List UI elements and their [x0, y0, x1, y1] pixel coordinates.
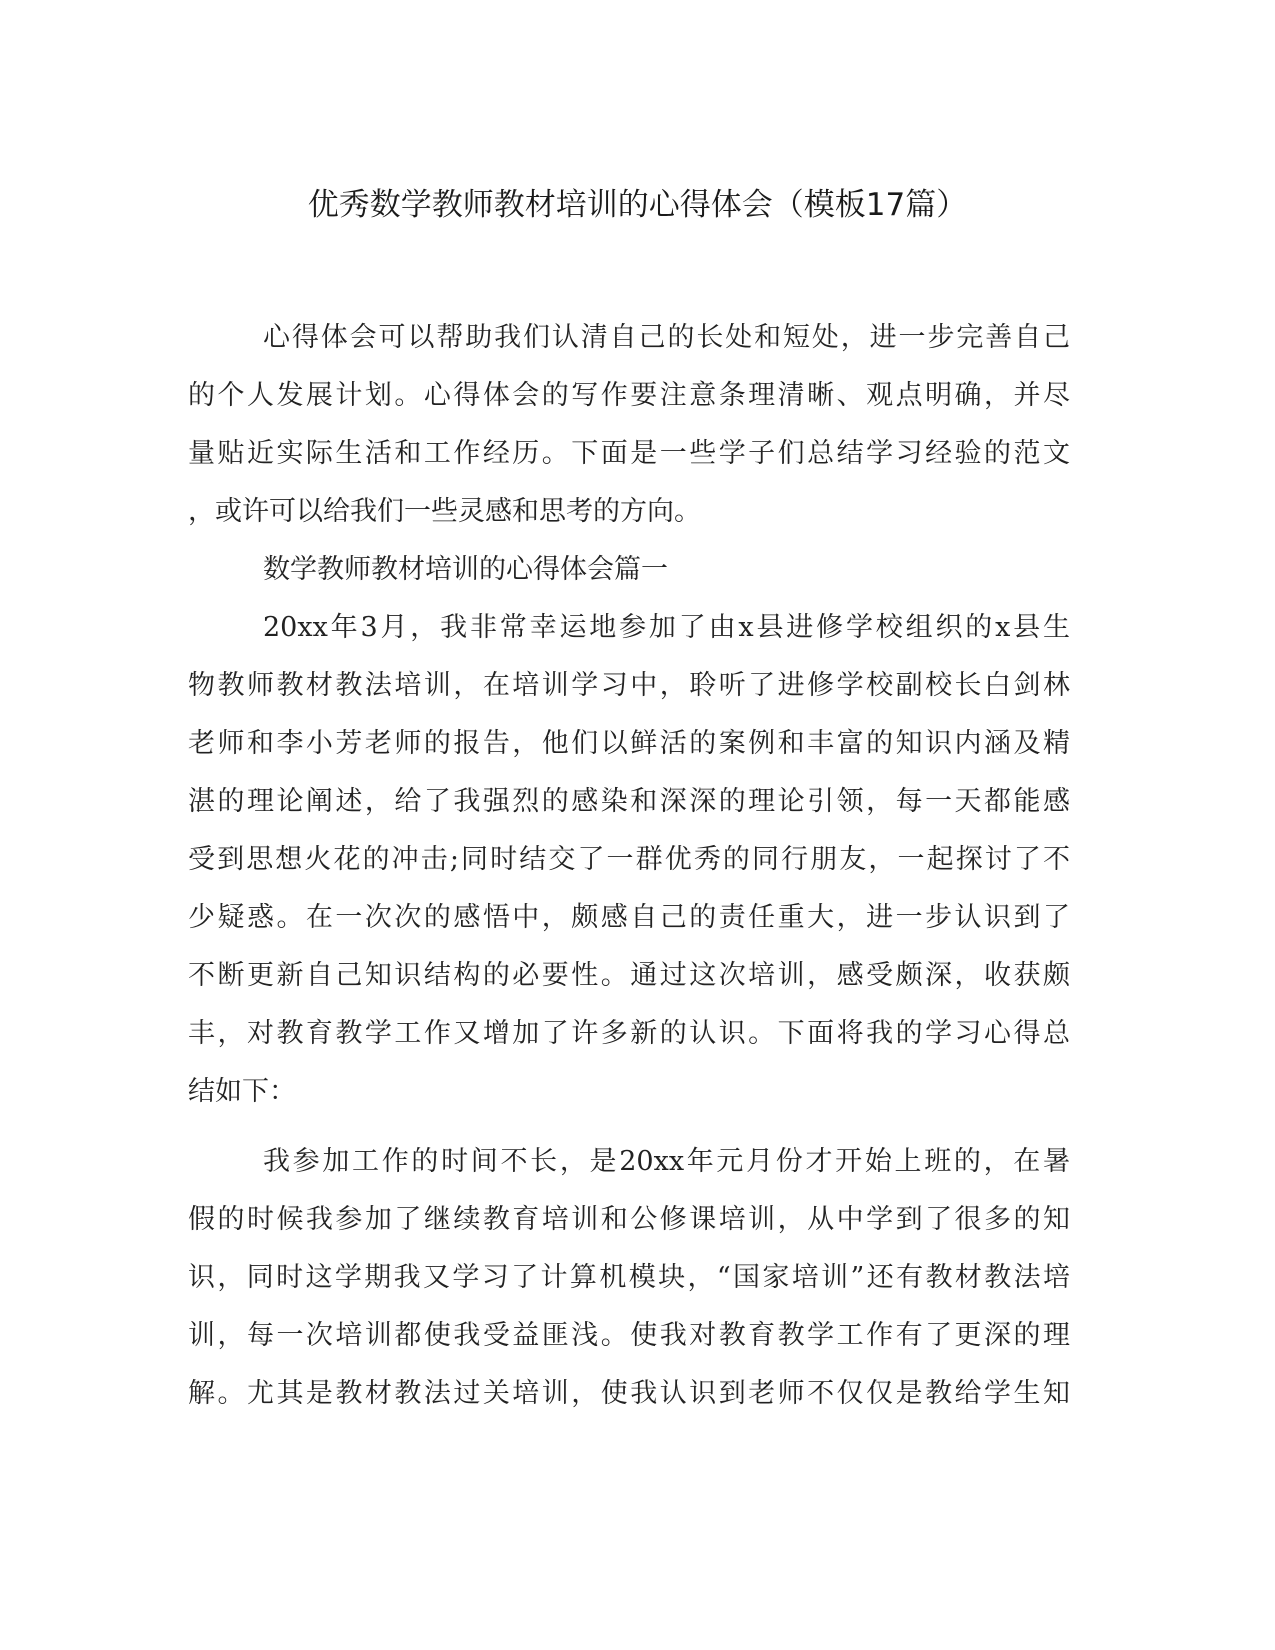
paragraph-line: 识，同时这学期我又学习了计算机模块，“国家培训”还有教材教法培: [188, 1262, 1070, 1293]
paragraph-line: 受到思想火花的冲击;同时结交了一群优秀的同行朋友，一起探讨了不: [188, 844, 1070, 875]
paragraph-line: ，或许可以给我们一些灵感和思考的方向。: [188, 496, 701, 527]
paragraph-line: 少疑惑。在一次次的感悟中，颇感自己的责任重大，进一步认识到了: [188, 902, 1070, 933]
paragraph-line: 假的时候我参加了继续教育培训和公修课培训，从中学到了很多的知: [188, 1204, 1070, 1235]
paragraph-line: 不断更新自己知识结构的必要性。通过这次培训，感受颇深，收获颇: [188, 960, 1070, 991]
paragraph-line: 物教师教材教法培训，在培训学习中，聆听了进修学校副校长白剑林: [188, 670, 1070, 701]
paragraph-line: 湛的理论阐述，给了我强烈的感染和深深的理论引领，每一天都能感: [188, 786, 1070, 817]
paragraph-line: 量贴近实际生活和工作经历。下面是一些学子们总结学习经验的范文: [188, 438, 1070, 469]
paragraph-line: 的个人发展计划。心得体会的写作要注意条理清晰、观点明确，并尽: [188, 380, 1070, 411]
document-title: 优秀数学教师教材培训的心得体会（模板17篇）: [307, 187, 968, 223]
section-heading: 数学教师教材培训的心得体会篇一: [263, 554, 668, 585]
paragraph-line: 训，每一次培训都使我受益匪浅。使我对教育教学工作有了更深的理: [188, 1320, 1070, 1351]
paragraph-line: 解。尤其是教材教法过关培训，使我认识到老师不仅仅是教给学生知: [188, 1378, 1070, 1409]
paragraph-line: 结如下：: [188, 1076, 296, 1107]
paragraph-line: 心得体会可以帮助我们认清自己的长处和短处，进一步完善自己: [263, 322, 1070, 353]
paragraph-line: 老师和李小芳老师的报告，他们以鲜活的案例和丰富的知识内涵及精: [188, 728, 1070, 759]
paragraph-line: 我参加工作的时间不长，是20xx年元月份才开始上班的，在暑: [263, 1146, 1070, 1177]
paragraph-line: 丰，对教育教学工作又增加了许多新的认识。下面将我的学习心得总: [188, 1018, 1070, 1049]
paragraph-line: 20xx年3月，我非常幸运地参加了由x县进修学校组织的x县生: [263, 612, 1070, 643]
